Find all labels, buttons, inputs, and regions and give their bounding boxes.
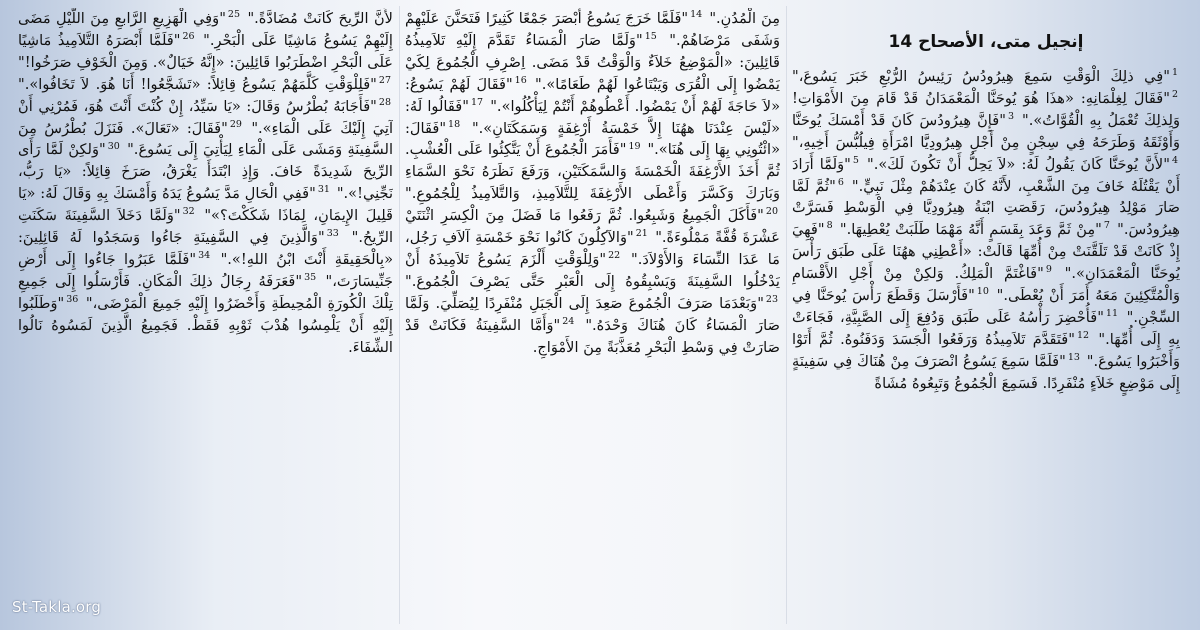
column-body [405, 8, 780, 359]
verse [18, 76, 393, 93]
verse-text: "فَلَمَّا خَرَجَ يَسُوعُ أَبْصَرَ جَمْعًا كَثِيرًا فَتَحَنَّنَ عَلَيْهِمْ وَشَفَى مَرْضَاهُمْ." [405, 10, 780, 49]
verse-text: "وَبَعْدَمَا صَرَفَ الْجُمُوعَ صَعِدَ إِلَى الْجَبَلِ مُنْفَرِدًا لِيُصَلِّيَ. وَلَمَّا صَارَ الْمَسَاءُ كَانَ هُنَاكَ وَحْدَهُ." [405, 294, 780, 334]
verse-text: "وَلِلْوَقْتِ أَلْزَمَ يَسُوعُ تَلاَمِيذَهُ أَنْ يَدْخُلُوا السَّفِينَةَ وَيَسْبِقُوهُ إِلَى الْعَبْرِ حَتَّى يَصْرِفَ الْجُمُوعَ." [405, 250, 780, 290]
verse-text: "فَتَقَدَّمَ تَلاَمِيذُهُ وَرَفَعُوا الْجَسَدَ وَدَفَنُوهُ. ثُمَّ أَتَوْا وَأَخْبَرُوا يَسُوعَ." [792, 330, 1180, 370]
verse-number: 28 [378, 96, 391, 108]
verse [247, 10, 393, 27]
verse-number: 22 [608, 250, 621, 262]
verse-number: 18 [448, 118, 461, 130]
verse-text: "فَلَمَّا عَبَرُوا جَاءُوا إِلَى أَرْضِ جَنِّيسَارَتَ،" [18, 250, 393, 290]
verse-text: "فَهِيَ إِذْ كَانَتْ قَدْ تَلَقَّنَتْ مِنْ أُمِّهَا قَالَتْ: «أَعْطِنِي ههُنَا عَلَى طَبَق رَأْسَ يُوحَنَّا الْمَعْمَدَانِ»." [792, 221, 1180, 283]
verse-number: 20 [765, 206, 778, 218]
chapter-title: إنجيل متى، الأصحاح 14 [888, 32, 1084, 52]
verse-number: 14 [690, 9, 703, 21]
verse-number: 3 [1007, 110, 1014, 122]
verse-number: 15 [644, 31, 657, 43]
verse-text: "فَقَالُوا لَهُ: «لَيْسَ عِنْدَنَا ههُنَا إِلاَّ خَمْسَةُ أَرْغِفَةٍ وَسَمَكَتَانِ»." [405, 97, 780, 137]
verse-number: 29 [229, 118, 242, 130]
verse-text: مِنَ الْمُدُنِ." [709, 10, 780, 27]
verse-text: "فِي ذلِكَ الْوَقْتِ سَمِعَ هِيرُودُسُ رَئِيسُ الرُّبْعِ خَبَرَ يَسُوعَ،" [792, 68, 1170, 85]
verse-text: "وَأَمَّا السَّفِينَةُ فَكَانَتْ قَدْ صَارَتْ فِي وَسْطِ الْبَحْرِ مُعَذَّبَةً مِنَ الأَمْوَاجِ. [405, 316, 780, 356]
verse-text: "فَقَالَ لِغِلْمَانِهِ: «هذَا هُوَ يُوحَنَّا الْمَعْمَدَانُ قَدْ قَامَ مِنَ الأَمْوَاتِ! وَلِذلِكَ تُعْمَلُ بِهِ الْقُوَّاتُ»." [792, 89, 1180, 129]
column-body [18, 8, 393, 359]
verse-text: "فَأَرْسَلَ وَقَطَعَ رَأْسَ يُوحَنَّا فِي السِّجْنِ." [792, 287, 1180, 326]
verse-number: 34 [198, 250, 211, 262]
column-body [792, 66, 1180, 395]
column-divider [786, 6, 787, 624]
verse-text: "فَقَالَ لَهُمْ يَسُوعُ: «لاَ حَاجَةَ لَهُمْ أَنْ يَمْضُوا. أَعْطُوهُمْ أَنْتُمْ لِيَأْكُلُوا»." [405, 75, 780, 115]
verse-number: 24 [562, 315, 575, 327]
verse-number: 8 [826, 220, 833, 232]
verse-text: "وَالَّذِينَ فِي السَّفِينَةِ جَاءُوا وَسَجَدُوا لَهُ قَائِلِينَ: «بِالْحَقِيقَةِ أَنْتَ ابْنُ اللهِ!»." [18, 229, 393, 268]
verse-text: "فَلَمَّا أَبْصَرَهُ التَّلاَمِيذُ مَاشِيًا عَلَى الْبَحْرِ اضْطَرَبُوا قَائِلِينَ: «إِنَّهُ خَيَالٌ». وَمِنَ الْخَوْفِ صَرَخُوا!" [18, 31, 393, 71]
verse-text: "فَقَالَ: «ائْتُونِي بِهَا إِلَى هُنَا»." [405, 119, 780, 159]
text-column-1 [792, 8, 1180, 620]
verse-number: 11 [1105, 308, 1119, 320]
verse-text: "وَفِي الْهَزِيعِ الرَّابعِ مِنَ اللَّيْلِ مَضَى إِلَيْهِمْ يَسُوعُ مَاشِيًا عَلَى الْبَحْرِ." [18, 10, 393, 49]
site-watermark: St-Takla.org [12, 598, 102, 616]
verse-number: 7 [1103, 220, 1110, 232]
verse-text: "فَعَرَفَهُ رِجَالُ ذلِكَ الْمَكَانِ. فَأَرْسَلُوا إِلَى جَمِيعِ تِلْكَ الْكُورَةِ الْمُحِيطَةِ وَأَحْضَرُوا إِلَيْهِ جَمِيعَ الْمَرْضَى،" [18, 272, 393, 312]
verse-text: "فَلَمَّا سَمِعَ يَسُوعُ انْصَرَفَ مِنْ هُنَاكَ فِي سَفِينَةٍ إِلَى مَوْضِعٍ خَلاَءٍ مُنْفَرِدًا. فَسَمِعَ الْجُمُوعُ وَتَبِعُوهُ مُشَاةً [792, 352, 1180, 392]
verse-number: 9 [1045, 264, 1052, 276]
verse-number: 19 [628, 140, 641, 152]
verse-text: "فَاغْتَمَّ الْمَلِكُ. وَلكِنْ مِنْ أَجْلِ الأَقْسَامِ وَالْمُتَّكِئِينَ مَعَهُ أَمَرَ أَنْ يُعْطَى." [792, 265, 1180, 305]
verse-text: "لأَنَّ يُوحَنَّا كَانَ يَقُولُ لَهُ: «لاَ يَحِلُّ أَنْ تَكُونَ لَكَ»." [867, 155, 1170, 173]
verse-number: 6 [837, 176, 844, 188]
verse-number: 32 [182, 206, 195, 218]
verse [867, 156, 1180, 173]
verse-number: 17 [470, 96, 484, 108]
verse-text: "فَأُحْضِرَ رَأْسُهُ عَلَى طَبَق وَدُفِعَ إِلَى الصَّبِيَّةِ، فَجَاءَتْ بِهِ إِلَى أُمِّهَا." [792, 308, 1180, 348]
verse-text: "وَالآكِلُونَ كَانُوا نَحْوَ خَمْسَةِ آلاَفِ رَجُل، مَا عَدَا النِّسَاءَ وَالأَوْلاَدَ." [405, 229, 780, 268]
verse-text: "مِنْ ثَمَّ وَعَدَ بِقَسَمٍ أَنَّهُ مَهْمَا طَلَبَتْ يُعْطِيهَا." [839, 221, 1102, 239]
verse-number: 1 [1171, 67, 1178, 79]
column-divider [399, 6, 400, 624]
verse-number: 33 [326, 228, 339, 240]
verse-number: 21 [635, 228, 648, 240]
verse-text: "وَلَمَّا صَارَ الْمَسَاءُ تَقَدَّمَ إِلَيْهِ تَلاَمِيذُهُ قَائِلِينَ: «الْمَوْضِعُ خَلاَءٌ وَالْوَقْتُ قَدْ مَضَى. اِصْرِفِ الْجُمُوعَ لِكَيْ يَمْضُوا إِلَى الْقُرَى وَيَبْتَاعُوا لَهُمْ طَعَامًا»." [405, 31, 780, 93]
verse-text: "فَأَجَابَهُ بُطْرُسُ وَقَالَ: «يَا سَيِّدُ، إِنْ كُنْتَ أَنْتَ هُوَ، فَمُرْنِي أَنْ آتِيَ إِلَيْكَ عَلَى الْمَاءِ»." [18, 97, 393, 137]
verse-number: 16 [514, 74, 527, 86]
verse-number: 27 [378, 74, 391, 86]
verse [792, 68, 1180, 85]
verse-number: 36 [66, 293, 79, 305]
verse-number: 5 [852, 154, 859, 166]
verse-text: "فَأَكَلَ الْجَمِيعُ وَشَبِعُوا. ثُمَّ رَفَعُوا مَا فَضَلَ مِنَ الْكِسَرِ اثْنَتَيْ عَشْرَةَ قُفَّةً مَمْلُوءَةً." [405, 207, 780, 247]
verse-number: 2 [1171, 89, 1178, 101]
verse-text: "وَطَلَبُوا إِلَيْهِ أَنْ يَلْمِسُوا هُدْبَ ثَوْبِهِ فَقَطْ. فَجَمِيعُ الَّذِينَ لَمَسُوهُ نَالُوا الشِّفَاءَ. [18, 294, 393, 356]
verse-number: 31 [317, 184, 330, 196]
verse-text: "فَفِي الْحَالِ مَدَّ يَسُوعُ يَدَهُ وَأَمْسَكَ بِهِ وَقَالَ لَهُ: «يَا قَلِيلَ الإِيمَانِ، لِمَاذَا شَكَكْتَ؟»" [18, 185, 393, 225]
verse [709, 10, 780, 27]
verse-number: 30 [107, 140, 120, 152]
verse-text: "فَأَمَرَ الْجُمُوعَ أَنْ يَتَّكِئُوا عَلَى الْعُشْبِ. ثُمَّ أَخَذَ الأَرْغِفَةَ الْخَمْسَةَ وَالسَّمَكَتَيْنِ، وَرَفَعَ نَظَرَهُ نَحْوَ السَّمَاءِ وَبَارَكَ وَكَسَّرَ وَأَعْطَى الأَرْغِفَةَ لِلتَّلاَمِيذِ، وَالتَّلاَمِيذُ لِلْجُمُوعِ." [405, 141, 780, 203]
verse-number: 35 [304, 272, 317, 284]
verse-text: لأَنَّ الرِّيحَ كَانَتْ مُضَادَّةً." [247, 10, 393, 27]
text-column-2 [405, 8, 780, 620]
verse-number: 26 [182, 31, 195, 43]
verse-number: 4 [1171, 154, 1178, 166]
verse-text: "فَإِنَّ هِيرُودُسَ كَانَ قَدْ أَمْسَكَ يُوحَنَّا وَأَوْثَقَهُ وَطَرَحَهُ فِي سِجْنٍ مِنْ أَجْلِ هِيرُودِيَّا امْرَأَةِ فِيلُبُّسَ أَخِيهِ،" [792, 111, 1180, 151]
verse-number: 25 [227, 9, 241, 21]
verse-text: "وَلَمَّا أَرَادَ أَنْ يَقْتُلَهُ خَافَ مِنَ الشَّعْبِ، لأَنَّهُ كَانَ عِنْدَهُمْ مِثْلَ نَبِيٍّ." [792, 155, 1180, 195]
verse-text: "فَلِلْوَقْتِ كَلَّمَهُمْ يَسُوعُ قِائِلاً: «تَشَجَّعُوا! أَنَا هُوَ. لاَ تَخَافُوا»." [18, 75, 377, 93]
verse-text: "وَلَمَّا دَخَلاَ السَّفِينَةَ سَكَنَتِ الرِّيحُ." [18, 207, 393, 247]
verse [840, 221, 1112, 238]
verse-text: "وَلكِنْ لَمَّا رَأَى الرِّيحَ شَدِيدَةً خَافَ. وَإِذِ ابْتَدَأَ يَغْرَقُ، صَرَخَ قِائِلاً: «يَا رَبُّ، نَجِّنِي!»." [18, 141, 393, 203]
verse-number: 12 [1076, 330, 1090, 342]
verse-number: 23 [765, 293, 778, 305]
text-column-3 [18, 8, 393, 620]
verse-number: 13 [1067, 351, 1080, 363]
verse-number: 10 [976, 286, 989, 298]
verse-text: "ثُمَّ لَمَّا صَارَ مَوْلِدُ هِيرُودُسَ، رَقَصَتِ ابْنَةُ هِيرُودِيَّا فِي الْوَسْطِ فَسَرَّتْ هِيرُودُسَ." [792, 177, 1180, 239]
verse-text: "فَقَالَ: «تَعَالَ». فَنَزَلَ بُطْرُسُ مِنَ السَّفِينَةِ وَمَشَى عَلَى الْمَاءِ لِيَأْتِيَ إِلَى يَسُوعَ." [18, 119, 393, 159]
